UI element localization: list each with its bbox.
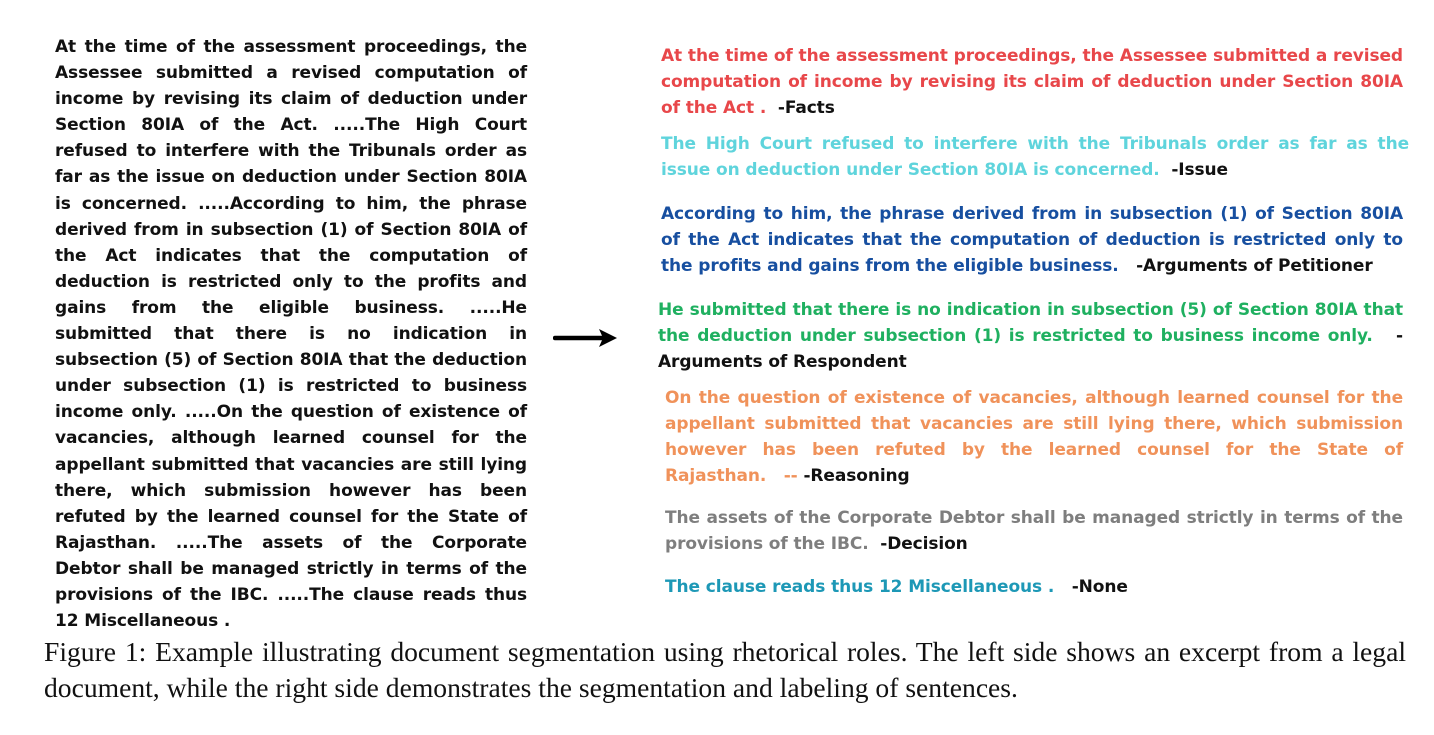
segment-reasoning-label: -Reasoning bbox=[803, 466, 910, 487]
segment-petitioner bbox=[661, 201, 1403, 279]
segment-reasoning-text: On the question of existence of vacancies, although learned counsel for the appellant submitted that vacancies are still lying there, which submission however has been refuted by the learned counsel for the State of Rajasthan. bbox=[665, 388, 1403, 487]
segment-petitioner-label: -Arguments of Petitioner bbox=[1136, 256, 1373, 277]
segment-facts-text: At the time of the assessment proceedings, the Assessee submitted a revised computation of income by revising its claim of deduction under Section 80IA of the Act . bbox=[661, 46, 1403, 119]
right-arrow-icon bbox=[553, 326, 619, 350]
segment-issue-label: -Issue bbox=[1171, 160, 1228, 181]
segment-issue-text: The High Court refused to interfere with the Tribunals order as far as the issue on deduction under Section 80IA is concerned. bbox=[661, 134, 1409, 181]
segment-petitioner-text: According to him, the phrase derived from in subsection (1) of Section 80IA of the Act indicates that the computation of deduction is restricted only to the profits and gains from the eligible business. bbox=[661, 204, 1403, 277]
segment-respondent-text: He submitted that there is no indication in subsection (5) of Section 80IA that the deduction under subsection (1) is restricted to business income only. bbox=[658, 300, 1403, 347]
segment-facts-label: -Facts bbox=[777, 98, 835, 119]
segment-reasoning bbox=[665, 385, 1403, 489]
segment-respondent-label: - Arguments of Respondent bbox=[658, 326, 1403, 373]
segment-decision bbox=[665, 505, 1403, 557]
segment-decision-text: The assets of the Corporate Debtor shall be managed strictly in terms of the provisions of the IBC. bbox=[665, 508, 1403, 555]
segment-none-text: The clause reads thus 12 Miscellaneous . bbox=[665, 577, 1055, 597]
figure-caption: Figure 1: Example illustrating document segmentation using rhetorical roles. The left side shows an excerpt from a legal document, while the right side demonstrates the segmentation and labeling of sentences. bbox=[44, 636, 1406, 703]
segment-none-label: -None bbox=[1071, 577, 1128, 597]
segment-issue bbox=[661, 131, 1409, 183]
segment-facts bbox=[661, 43, 1403, 121]
segment-respondent bbox=[658, 297, 1403, 375]
legal-excerpt: At the time of the assessment proceedings, the Assessee submitted a revised computation of income by revising its claim of deduction under Section 80IA of the Act. .....The High Court refused to interfere with the Tribunals order as far as the issue on deduction under Section 80IA is concerned. .....According to him, the phrase derived from in subsection (1) of Section 80IA of the Act indicates that the computation of deduction is restricted only to the profits and gains from the eligible business. .....He submitted that there is no indication in subsection (5) of Section 80IA that the deduction under subsection (1) is restricted to business income only. .....On the question of existence of vacancies, although learned counsel for the appellant submitted that vacancies are still lying there, which submission however has been refuted by the learned counsel for the State of Rajasthan. .....The assets of the Corporate Debtor shall be managed strictly in terms of the provisions of the IBC. .....The clause reads thus 12 Miscellaneous . bbox=[55, 37, 527, 632]
segment-decision-label: -Decision bbox=[880, 534, 968, 555]
segment-reasoning-dashes: -- bbox=[783, 466, 798, 487]
segment-none bbox=[665, 574, 1403, 600]
